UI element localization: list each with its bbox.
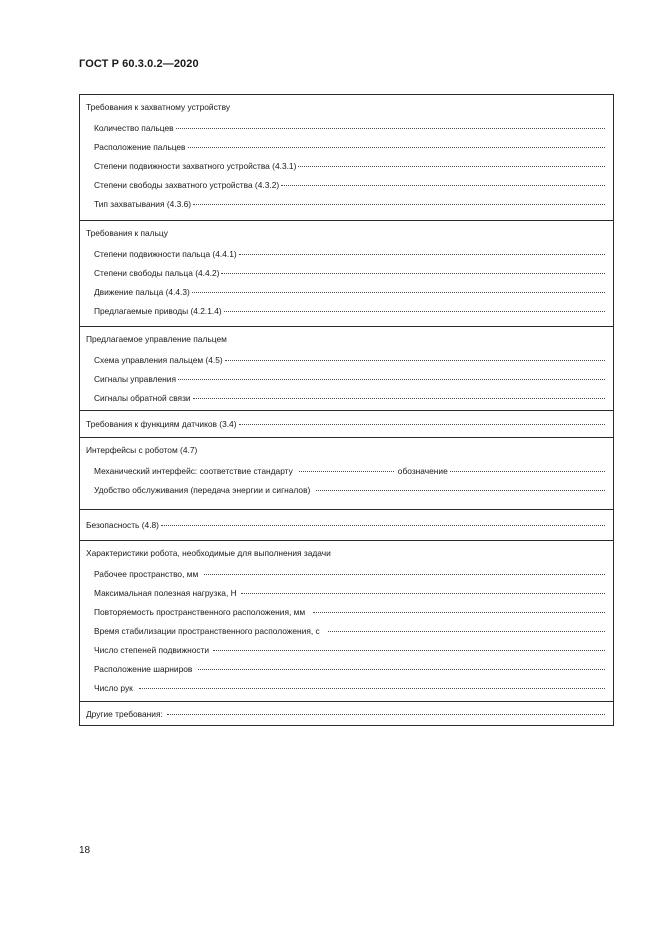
section-title-finger-control: Предлагаемое управление пальцем: [86, 334, 227, 344]
fill-line[interactable]: [178, 379, 605, 380]
section-robot-interfaces: [80, 437, 613, 509]
fill-line[interactable]: [188, 147, 605, 148]
fill-line[interactable]: [298, 166, 605, 167]
section-title-safety: Безопасность (4.8): [86, 520, 159, 530]
fill-line[interactable]: [241, 593, 605, 594]
field-label: Расположение шарниров: [94, 664, 193, 674]
fill-line[interactable]: [167, 714, 605, 715]
fill-line[interactable]: [313, 612, 605, 613]
field-feedback-signals[interactable]: [80, 389, 613, 408]
field-finger-freedom[interactable]: [80, 264, 613, 283]
field-joint-arrangement[interactable]: [80, 660, 613, 679]
field-finger-count[interactable]: [80, 119, 613, 138]
fill-line[interactable]: [192, 292, 605, 293]
field-label: Тип захватывания (4.3.6): [94, 199, 192, 209]
fill-line[interactable]: [328, 631, 605, 632]
fill-line[interactable]: [221, 273, 605, 274]
field-label: Время стабилизации пространственного расположения, с: [94, 626, 320, 636]
field-proposed-drives[interactable]: [80, 302, 613, 321]
field-degrees-of-mobility[interactable]: [80, 641, 613, 660]
field-label: Движение пальца (4.4.3): [94, 287, 190, 297]
field-label: Число степеней подвижности: [94, 645, 210, 655]
section-finger-control: [80, 326, 613, 410]
field-sensor-functions[interactable]: [80, 411, 613, 436]
section-gripper: [80, 95, 613, 220]
field-gripper-freedom[interactable]: [80, 176, 613, 195]
field-label: Степени подвижности захватного устройства (4.3.1): [94, 161, 297, 171]
field-label: Расположение пальцев: [94, 142, 186, 152]
designation-fill-line[interactable]: [450, 471, 605, 472]
field-finger-arrangement[interactable]: [80, 138, 613, 157]
fill-line[interactable]: [176, 128, 605, 129]
field-control-scheme[interactable]: [80, 351, 613, 370]
field-label: Повторяемость пространственного расположения, мм: [94, 607, 306, 617]
standard-fill-line[interactable]: [299, 471, 394, 472]
section-other: [80, 701, 613, 725]
field-label: Степени свободы захватного устройства (4.3.2): [94, 180, 280, 190]
section-title-gripper: Требования к захватному устройству: [86, 102, 231, 112]
section-title-robot-characteristics: Характеристики робота, необходимые для выполнения задачи: [86, 548, 331, 558]
section-title-finger: Требования к пальцу: [86, 228, 168, 238]
field-label: Степени подвижности пальца (4.4.1): [94, 249, 237, 259]
fill-line[interactable]: [281, 185, 605, 186]
field-label: Сигналы обратной связи: [94, 393, 191, 403]
fill-line[interactable]: [139, 688, 605, 689]
field-serviceability[interactable]: [80, 481, 613, 500]
field-finger-motion[interactable]: [80, 283, 613, 302]
field-pose-stabilization-time[interactable]: [80, 622, 613, 641]
section-robot-characteristics: [80, 540, 613, 701]
field-label: Степени свободы пальца (4.4.2): [94, 268, 220, 278]
section-title-sensors: Требования к функциям датчиков (3.4): [86, 419, 237, 429]
page-number: 18: [79, 845, 91, 856]
fill-line[interactable]: [193, 398, 605, 399]
field-label: Механический интерфейс: соответствие стандарту: [94, 466, 293, 476]
fill-line[interactable]: [161, 525, 605, 526]
field-label: Сигналы управления: [94, 374, 176, 384]
field-other-requirements[interactable]: [80, 702, 613, 726]
field-label: Максимальная полезная нагрузка, Н: [94, 588, 237, 598]
field-label: Предлагаемые приводы (4.2.1.4): [94, 306, 222, 316]
field-label: Рабочее пространство, мм: [94, 569, 199, 579]
section-safety: [80, 509, 613, 540]
fill-line[interactable]: [316, 490, 605, 491]
field-workspace[interactable]: [80, 565, 613, 584]
fill-line[interactable]: [204, 574, 605, 575]
field-label: Схема управления пальцем (4.5): [94, 355, 223, 365]
field-pose-repeatability[interactable]: [80, 603, 613, 622]
fill-line[interactable]: [239, 254, 605, 255]
fill-line[interactable]: [225, 360, 605, 361]
fill-line[interactable]: [239, 424, 605, 425]
requirements-form: [79, 94, 614, 726]
section-title-other: Другие требования:: [86, 709, 163, 719]
fill-line[interactable]: [198, 669, 605, 670]
field-safety[interactable]: [80, 510, 613, 537]
section-title-robot-interfaces: Интерфейсы с роботом (4.7): [86, 445, 198, 455]
fill-line[interactable]: [213, 650, 605, 651]
field-gripper-mobility[interactable]: [80, 157, 613, 176]
field-control-signals[interactable]: [80, 370, 613, 389]
field-arm-count[interactable]: [80, 679, 613, 698]
field-label: Число рук: [94, 683, 133, 693]
field-label: Количество пальцев: [94, 123, 174, 133]
field-finger-mobility[interactable]: [80, 245, 613, 264]
field-label: Удобство обслуживания (передача энергии и сигналов): [94, 485, 311, 495]
section-finger: [80, 220, 613, 326]
field-mechanical-interface[interactable]: [80, 462, 613, 481]
designation-label: обозначение: [397, 466, 448, 476]
field-grasp-type[interactable]: [80, 195, 613, 214]
fill-line[interactable]: [193, 204, 605, 205]
fill-line[interactable]: [224, 311, 605, 312]
section-sensors: [80, 410, 613, 437]
document-code: ГОСТ Р 60.3.0.2—2020: [79, 58, 199, 70]
field-max-payload[interactable]: [80, 584, 613, 603]
